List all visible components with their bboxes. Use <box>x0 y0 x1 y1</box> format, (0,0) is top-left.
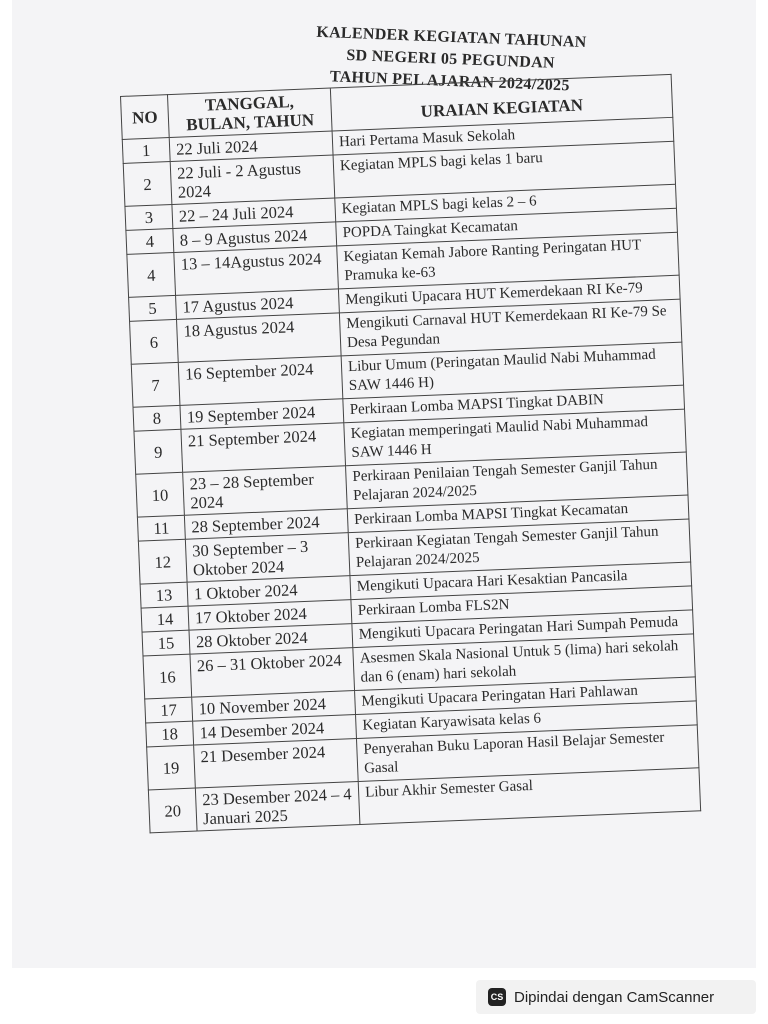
row-description: Mengikuti Upacara Peringatan Hari Pahlawan <box>355 677 697 715</box>
row-description: Perkiraan Penilaian Tengah Semester Ganjil Tahun Pelajaran 2024/2025 <box>346 452 688 509</box>
row-number: 18 <box>146 721 194 747</box>
row-number: 11 <box>137 515 185 541</box>
title-line-1: KALENDER KEGIATAN TAHUNAN <box>316 23 587 52</box>
row-date: 16 September 2024 <box>178 356 343 406</box>
row-number: 20 <box>148 788 197 833</box>
header-date-line-2: BULAN, TAHUN <box>185 110 315 135</box>
row-number: 19 <box>147 745 196 790</box>
row-description: Perkiraan Lomba FLS2N <box>351 586 693 624</box>
row-date: 21 Desember 2024 <box>194 739 359 789</box>
row-description: Kegiatan Karyawisata kelas 6 <box>356 701 698 739</box>
row-description: Libur Umum (Peringatan Maulid Nabi Muhammad SAW 1446 H) <box>341 342 683 399</box>
camscanner-logo-icon: CS <box>488 988 506 1006</box>
row-number: 10 <box>136 472 185 517</box>
row-date: 18 Agustus 2024 <box>177 313 342 363</box>
row-date: 26 – 31 Oktober 2024 <box>190 648 355 698</box>
header-date <box>167 88 332 138</box>
row-description: Kegiatan Kemah Jabore Ranting Peringatan HUT Pramuka ke-63 <box>337 232 679 289</box>
header-description: URAIAN KEGIATAN <box>330 74 672 131</box>
row-number: 2 <box>123 162 172 207</box>
row-description: Mengikuti Upacara HUT Kemerdekaan RI Ke-79 <box>338 275 680 313</box>
header-date-line-1: TANGGAL, <box>204 92 295 115</box>
row-description: Perkiraan Kegiatan Tengah Semester Ganjil Tahun Pelajaran 2024/2025 <box>348 519 690 576</box>
row-description: POPDA Taingkat Kecamatan <box>336 208 678 246</box>
row-number: 12 <box>138 539 187 584</box>
row-number: 14 <box>141 606 189 632</box>
row-number: 4 <box>127 252 176 297</box>
row-description: Hari Pertama Masuk Sekolah <box>332 117 674 155</box>
row-description: Kegiatan MPLS bagi kelas 2 – 6 <box>335 184 677 222</box>
camscanner-watermark <box>476 980 756 1014</box>
row-description: Mengikuti Upacara Hari Kesaktian Pancasila <box>350 562 692 600</box>
row-date: 23 Desember 2024 – 4 Januari 2025 <box>195 781 360 831</box>
row-number: 17 <box>145 697 193 723</box>
watermark-text: Dipindai dengan CamScanner <box>514 988 715 1006</box>
row-date: 22 Juli 2024 <box>169 131 333 162</box>
row-date: 10 November 2024 <box>192 691 356 722</box>
row-number: 1 <box>122 138 170 164</box>
row-date: 1 Oktober 2024 <box>187 576 351 607</box>
row-number: 6 <box>130 319 179 364</box>
row-date: 17 Agustus 2024 <box>176 289 340 320</box>
row-number: 5 <box>129 295 177 321</box>
row-date: 8 – 9 Agustus 2024 <box>173 222 337 253</box>
row-description: Penyerahan Buku Laporan Hasil Belajar Semester Gasal <box>356 725 698 782</box>
row-description: Kegiatan memperingati Maulid Nabi Muhammad SAW 1446 H <box>344 409 686 466</box>
row-date: 23 – 28 September 2024 <box>183 466 348 516</box>
row-number: 16 <box>143 654 192 699</box>
row-number: 4 <box>126 228 174 254</box>
row-number: 13 <box>140 582 188 608</box>
row-description: Kegiatan MPLS bagi kelas 1 baru <box>333 141 675 198</box>
row-number: 7 <box>131 362 180 407</box>
row-description: Perkiraan Lomba MAPSI Tingkat Kecamatan <box>347 495 689 533</box>
row-date: 17 Oktober 2024 <box>188 600 352 631</box>
row-description: Mengikuti Carnaval HUT Kemerdekaan RI Ke-79 Se Desa Pegundan <box>339 299 681 356</box>
row-number: 15 <box>142 630 190 656</box>
row-date: 21 September 2024 <box>181 423 346 473</box>
row-date: 19 September 2024 <box>180 399 344 430</box>
row-number: 8 <box>133 405 181 431</box>
title-line-3: TAHUN PEL AJARAN 2024/2025 <box>329 68 570 95</box>
row-date: 28 September 2024 <box>184 509 348 540</box>
row-date: 22 Juli - 2 Agustus 2024 <box>170 155 335 205</box>
row-description: Libur Akhir Semester Gasal <box>358 768 700 825</box>
row-description: Perkiraan Lomba MAPSI Tingkat DABIN <box>343 385 685 423</box>
row-description: Mengikuti Upacara Peringatan Hari Sumpah Pemuda <box>352 610 694 648</box>
scanned-page <box>12 0 756 968</box>
activity-table-wrapper <box>120 74 701 834</box>
row-description: Asesmen Skala Nasional Untuk 5 (lima) hari sekolah dan 6 (enam) hari sekolah <box>353 634 695 691</box>
header-no: NO <box>121 95 170 140</box>
row-number: 3 <box>125 205 173 231</box>
row-number: 9 <box>134 429 183 474</box>
activity-table <box>120 74 701 834</box>
title-line-2: SD NEGERI 05 PEGUNDAN <box>346 46 556 72</box>
row-date: 30 September – 3 Oktober 2024 <box>185 533 350 583</box>
row-date: 22 – 24 Juli 2024 <box>172 198 336 229</box>
row-date: 28 Oktober 2024 <box>189 624 353 655</box>
row-date: 13 – 14Agustus 2024 <box>174 246 339 296</box>
row-date: 14 Desember 2024 <box>193 715 357 746</box>
